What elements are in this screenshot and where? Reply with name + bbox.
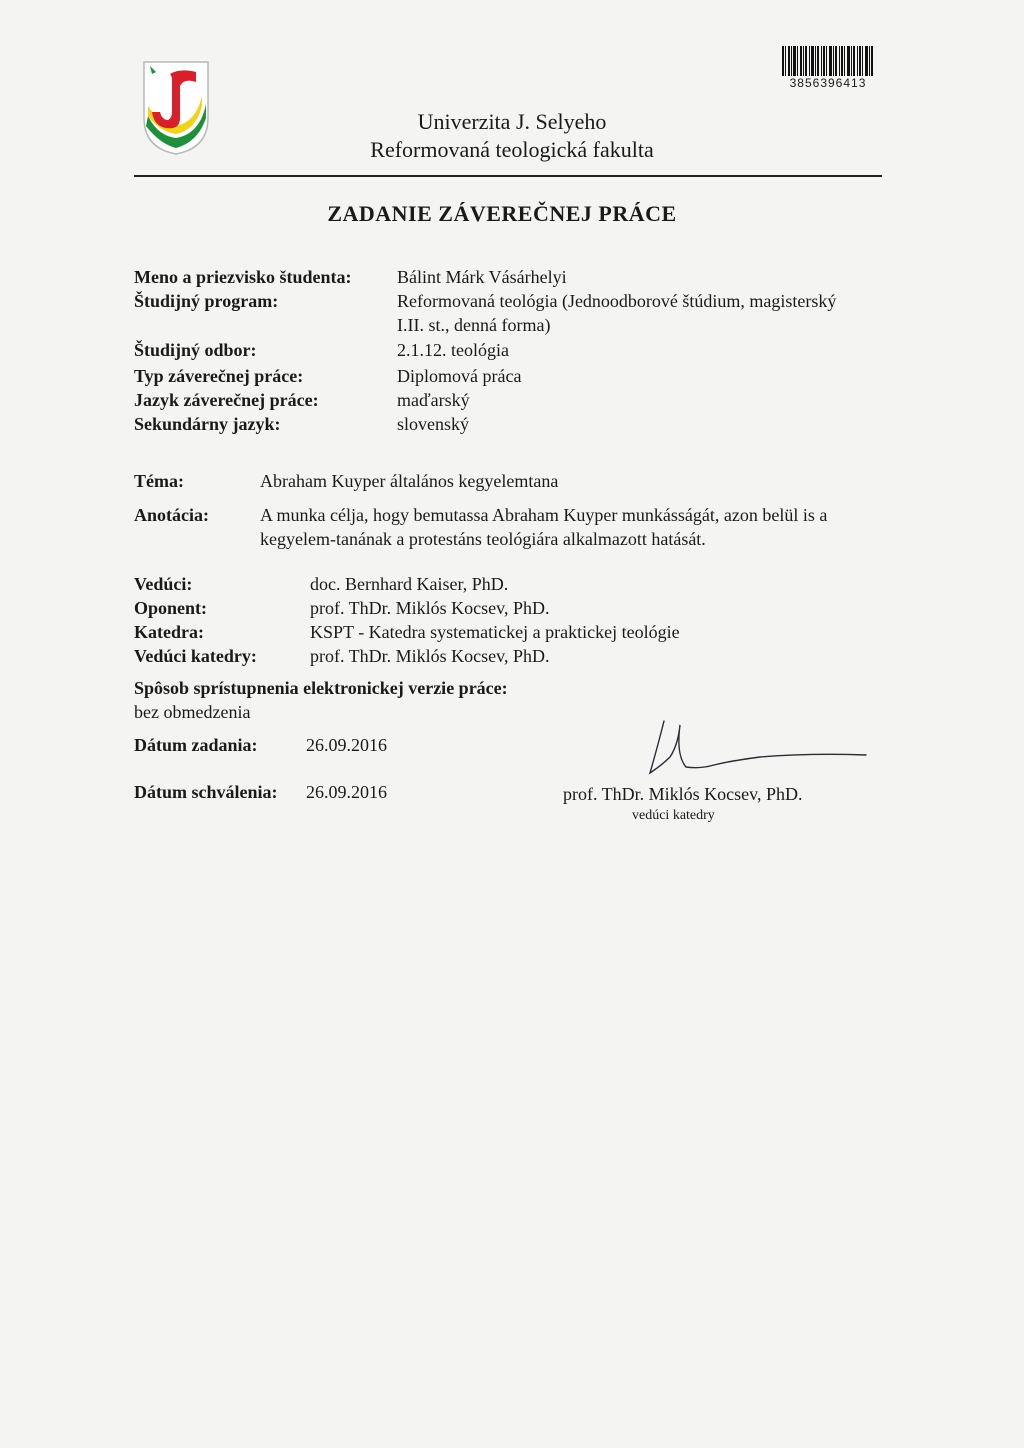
field-label: Študijný odbor: xyxy=(134,340,257,360)
supervisor-label: Vedúci: xyxy=(134,574,193,594)
secondary-language-value: slovenský xyxy=(397,414,469,434)
supervisor-value: doc. Bernhard Kaiser, PhD. xyxy=(310,574,509,594)
program-label: Študijný program: xyxy=(134,291,279,311)
signatory-name: prof. ThDr. Miklós Kocsev, PhD. xyxy=(563,784,803,804)
header-divider xyxy=(134,175,882,177)
thesis-language-value: maďarský xyxy=(397,390,470,410)
document-title: ZADANIE ZÁVEREČNEJ PRÁCE xyxy=(327,201,677,226)
handwritten-signature xyxy=(640,715,870,785)
department-value: KSPT - Katedra systematickej a praktickej teológie xyxy=(310,622,680,642)
barcode-number: 3856396413 xyxy=(789,76,867,90)
student-name-label: Meno a priezvisko študenta: xyxy=(134,267,352,287)
approved-date-label: Dátum schválenia: xyxy=(134,782,278,802)
program-value: Reformovaná teológia (Jednoodborové štúdium, magisterský xyxy=(397,291,837,311)
approved-date-value: 26.09.2016 xyxy=(306,782,387,802)
university-name: Univerzita J. Selyeho xyxy=(417,109,607,134)
annotation-line2: kegyelem-tanának a protestáns teológiára alkalmazott hatását. xyxy=(260,529,706,549)
annotation-line1: A munka célja, hogy bemutassa Abraham Kuyper munkásságát, azon belül is a xyxy=(260,505,828,525)
department-head-value: prof. ThDr. Miklós Kocsev, PhD. xyxy=(310,646,550,666)
annotation-label: Anotácia: xyxy=(134,505,209,525)
thesis-type-value: Diplomová práca xyxy=(397,366,522,386)
topic-value: Abraham Kuyper általános kegyelemtana xyxy=(260,471,559,491)
faculty-name: Reformovaná teologická fakulta xyxy=(370,137,654,162)
department-head-label: Vedúci katedry: xyxy=(134,646,257,666)
thesis-type-label: Typ záverečnej práce: xyxy=(134,366,304,386)
topic-label: Téma: xyxy=(134,471,184,491)
program-value-line2: I.II. st., denná forma) xyxy=(397,315,551,335)
access-value: bez obmedzenia xyxy=(134,702,251,722)
secondary-language-label: Sekundárny jazyk: xyxy=(134,414,281,434)
signatory-role: vedúci katedry xyxy=(632,808,715,823)
student-name-value: Bálint Márk Vásárhelyi xyxy=(397,267,567,287)
assigned-date-value: 26.09.2016 xyxy=(306,735,387,755)
access-label: Spôsob sprístupnenia elektronickej verzie práce: xyxy=(134,678,508,698)
department-label: Katedra: xyxy=(134,622,204,642)
thesis-language-label: Jazyk záverečnej práce: xyxy=(134,390,319,410)
assigned-date-label: Dátum zadania: xyxy=(134,735,258,755)
opponent-value: prof. ThDr. Miklós Kocsev, PhD. xyxy=(310,598,550,618)
field-value: 2.1.12. teológia xyxy=(397,340,509,360)
barcode xyxy=(782,46,874,76)
opponent-label: Oponent: xyxy=(134,598,208,618)
